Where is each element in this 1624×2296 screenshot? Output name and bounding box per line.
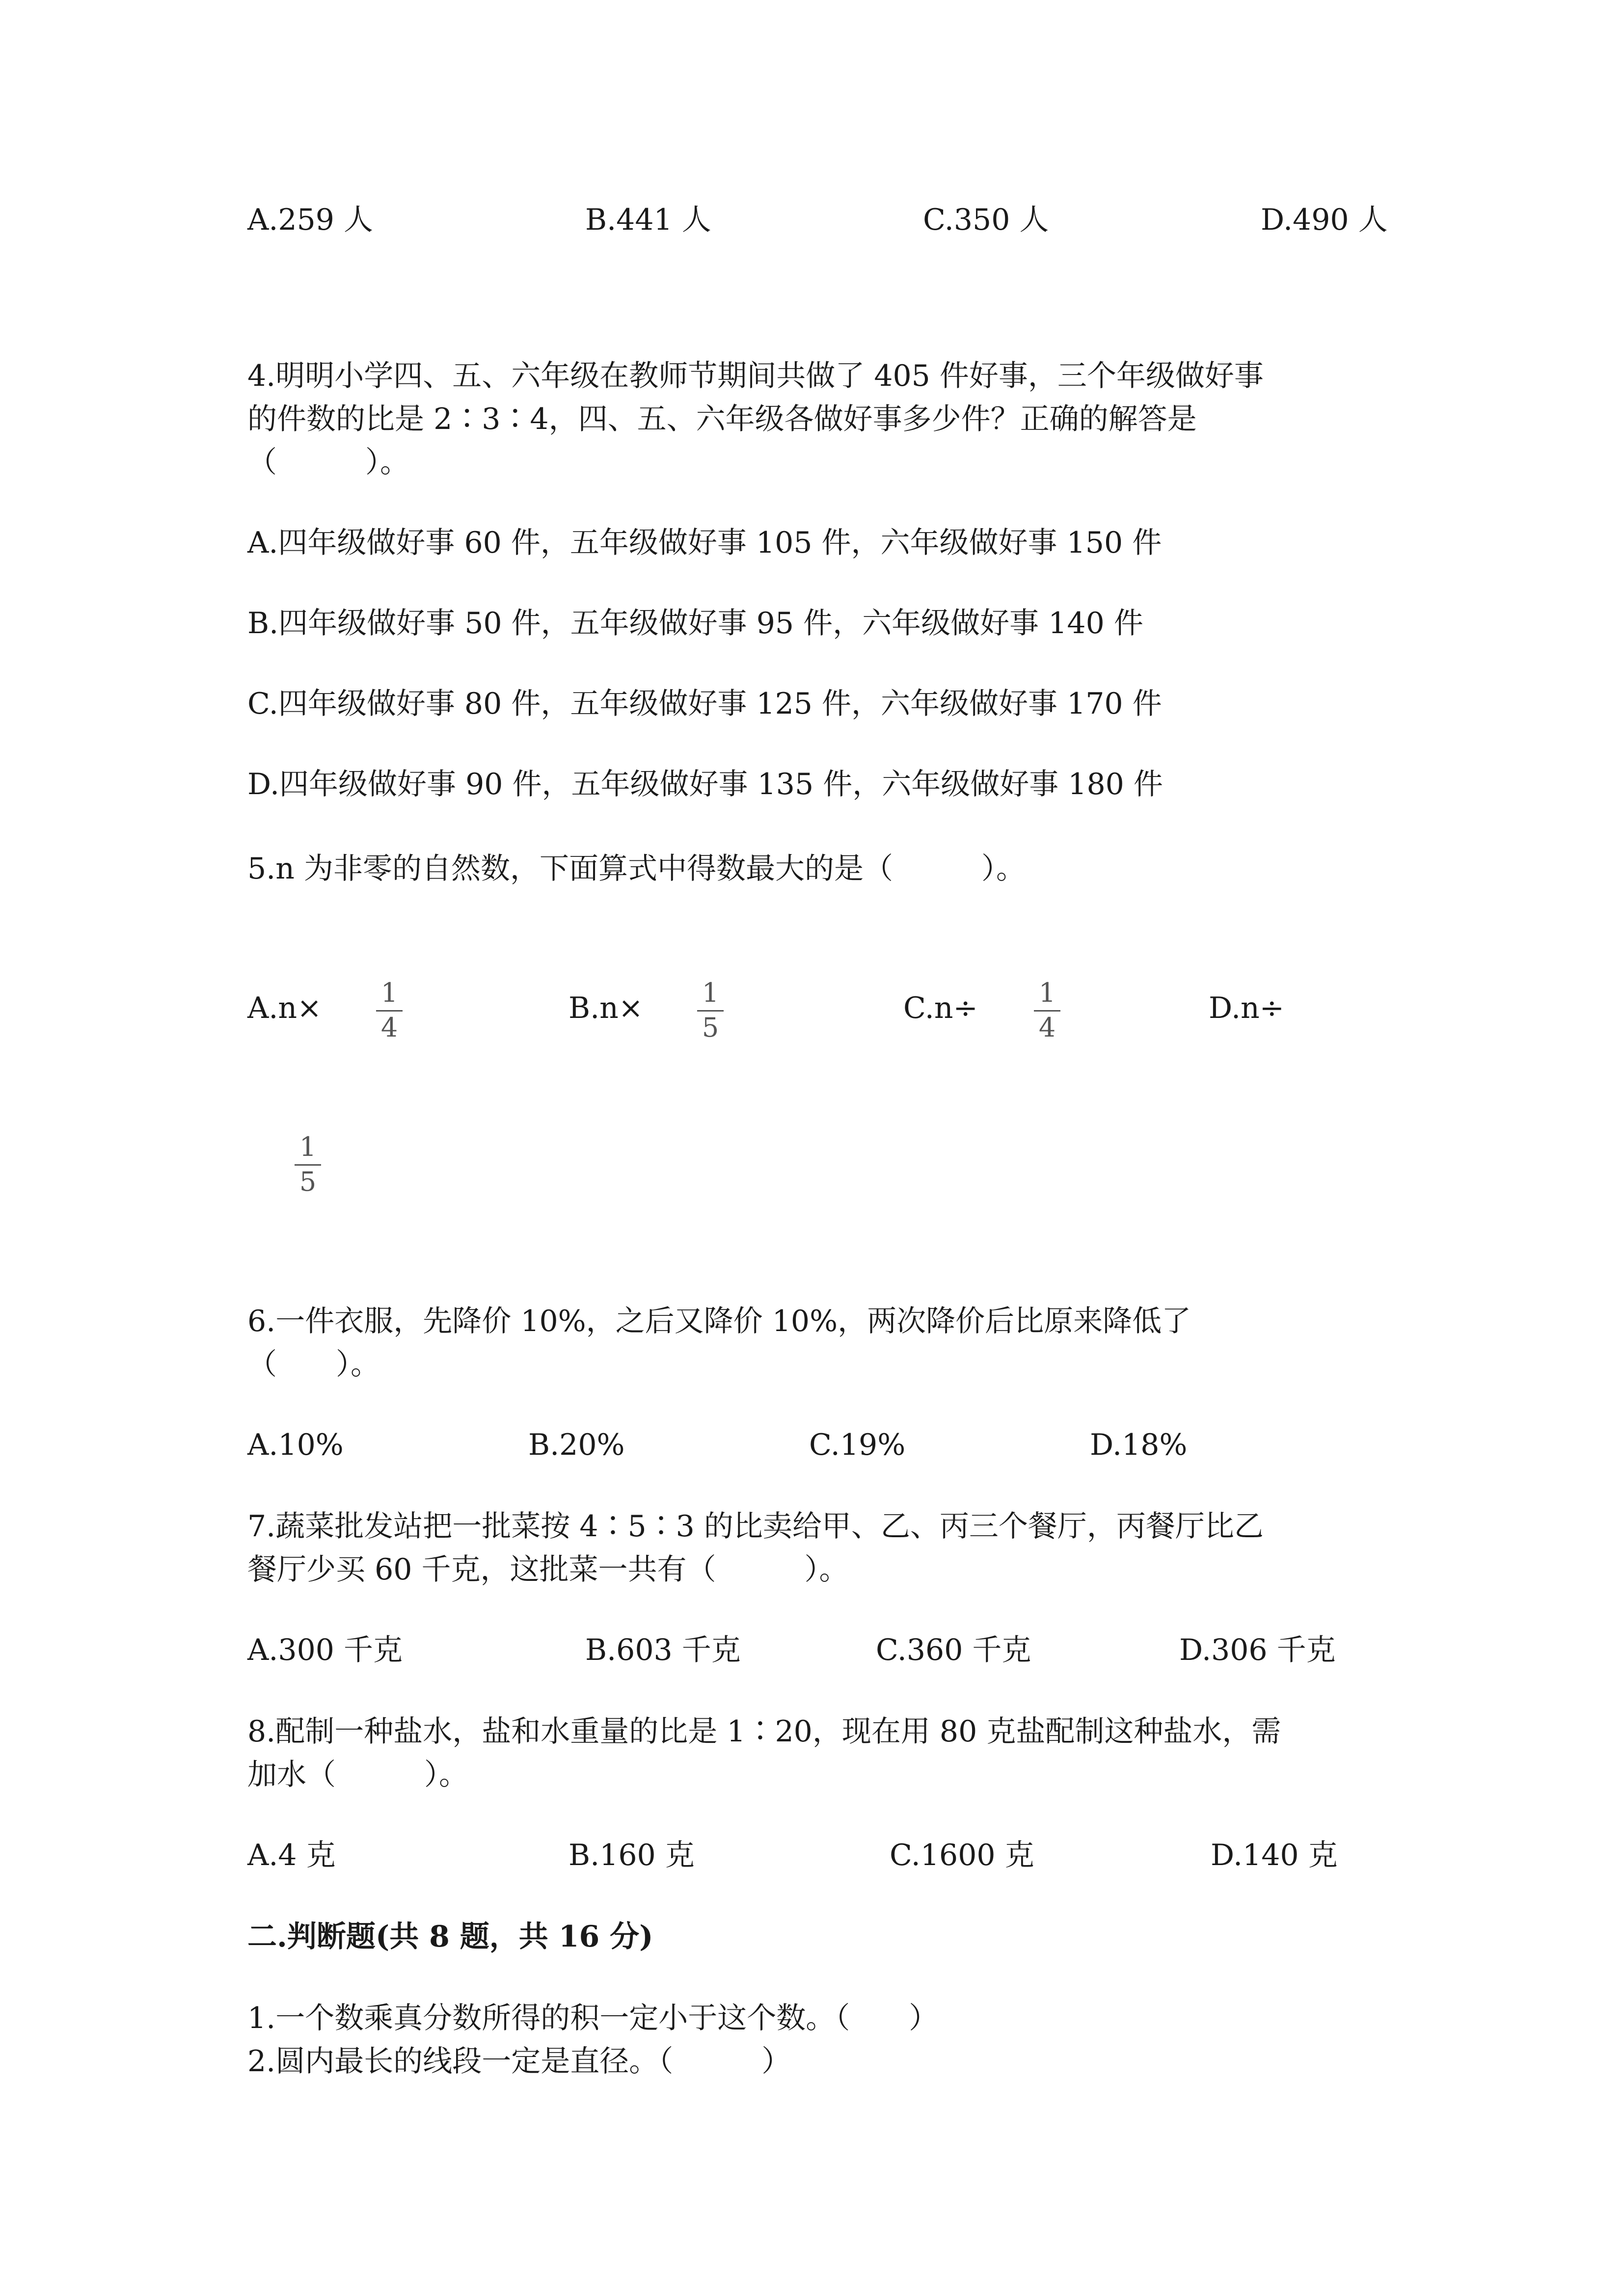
q6-option-c: C.19% bbox=[809, 1428, 906, 1462]
q5-option-a: A.n× bbox=[247, 991, 322, 1025]
fraction-denominator: 5 bbox=[702, 1012, 719, 1043]
q5-stem: 5.n 为非零的自然数，下面算式中得数最大的是（ ）。 bbox=[247, 852, 1026, 886]
q7-option-a: A.300 千克 bbox=[247, 1633, 403, 1667]
q6-option-b: B.20% bbox=[528, 1428, 625, 1462]
q5-option-d: D.n÷ bbox=[1209, 991, 1284, 1025]
q3-option-d: D.490 人 bbox=[1261, 203, 1388, 237]
q4-stem-line-2: 的件数的比是 2∶3∶4，四、五、六年级各做好事多少件？正确的解答是 bbox=[247, 402, 1197, 436]
q4-option-c: C.四年级做好事 80 件，五年级做好事 125 件，六年级做好事 170 件 bbox=[247, 687, 1162, 721]
section-heading: 二.判断题(共 8 题，共 16 分) bbox=[247, 1920, 653, 1954]
q7-stem-line-2: 餐厅少买 60 千克，这批菜一共有（ ）。 bbox=[247, 1552, 849, 1587]
q5-option-b: B.n× bbox=[568, 991, 644, 1025]
q7-stem-line-1: 7.蔬菜批发站把一批菜按 4∶5∶3 的比卖给甲、乙、丙三个餐厅，丙餐厅比乙 bbox=[247, 1509, 1264, 1544]
q5-option-b-fraction bbox=[693, 977, 728, 1043]
fraction-numerator: 1 bbox=[1038, 977, 1056, 1008]
q7-option-b: B.603 千克 bbox=[585, 1633, 741, 1667]
judgment-item-1: 1.一个数乘真分数所得的积一定小于这个数。（ ） bbox=[247, 2001, 939, 2035]
fraction-denominator: 4 bbox=[380, 1012, 398, 1043]
q8-stem-line-2: 加水（ ）。 bbox=[247, 1758, 468, 1792]
fraction-denominator: 5 bbox=[299, 1166, 317, 1197]
q6-stem-line-1: 6.一件衣服，先降价 10%，之后又降价 10%，两次降价后比原来降低了 bbox=[247, 1304, 1191, 1338]
fraction-numerator: 1 bbox=[299, 1131, 317, 1162]
q6-option-a: A.10% bbox=[247, 1428, 344, 1462]
q7-option-c: C.360 千克 bbox=[876, 1633, 1031, 1667]
q8-stem-line-1: 8.配制一种盐水，盐和水重量的比是 1∶20，现在用 80 克盐配制这种盐水，需 bbox=[247, 1714, 1281, 1749]
judgment-item-2: 2.圆内最长的线段一定是直径。（ ） bbox=[247, 2044, 791, 2079]
q3-option-b: B.441 人 bbox=[585, 203, 711, 237]
q8-option-d: D.140 克 bbox=[1211, 1838, 1338, 1872]
q8-option-a: A.4 克 bbox=[247, 1838, 336, 1872]
q8-option-c: C.1600 克 bbox=[890, 1838, 1034, 1872]
fraction-denominator: 4 bbox=[1038, 1012, 1056, 1043]
fraction-bar bbox=[376, 1010, 403, 1012]
q5-option-c-fraction bbox=[1030, 977, 1064, 1043]
q4-stem-line-3: （ ）。 bbox=[247, 445, 409, 480]
q5-option-a-fraction bbox=[372, 977, 406, 1043]
q4-option-b: B.四年级做好事 50 件，五年级做好事 95 件，六年级做好事 140 件 bbox=[247, 606, 1143, 641]
q6-stem-line-2: （ ）。 bbox=[247, 1347, 380, 1382]
fraction-bar bbox=[697, 1010, 724, 1012]
q4-option-a: A.四年级做好事 60 件，五年级做好事 105 件，六年级做好事 150 件 bbox=[247, 526, 1162, 560]
fraction-bar bbox=[1034, 1010, 1060, 1012]
q5-option-d-fraction bbox=[291, 1131, 325, 1197]
q4-stem-line-1: 4.明明小学四、五、六年级在教师节期间共做了 405 件好事，三个年级做好事 bbox=[247, 359, 1264, 393]
q3-option-c: C.350 人 bbox=[923, 203, 1049, 237]
q4-option-d: D.四年级做好事 90 件，五年级做好事 135 件，六年级做好事 180 件 bbox=[247, 767, 1163, 801]
fraction-bar bbox=[295, 1164, 321, 1166]
fraction-numerator: 1 bbox=[380, 977, 398, 1008]
q5-option-c: C.n÷ bbox=[903, 991, 978, 1025]
fraction-numerator: 1 bbox=[702, 977, 719, 1008]
q7-option-d: D.306 千克 bbox=[1179, 1633, 1336, 1667]
q8-option-b: B.160 克 bbox=[568, 1838, 695, 1872]
q3-option-a: A.259 人 bbox=[247, 203, 373, 237]
q6-option-d: D.18% bbox=[1090, 1428, 1188, 1462]
